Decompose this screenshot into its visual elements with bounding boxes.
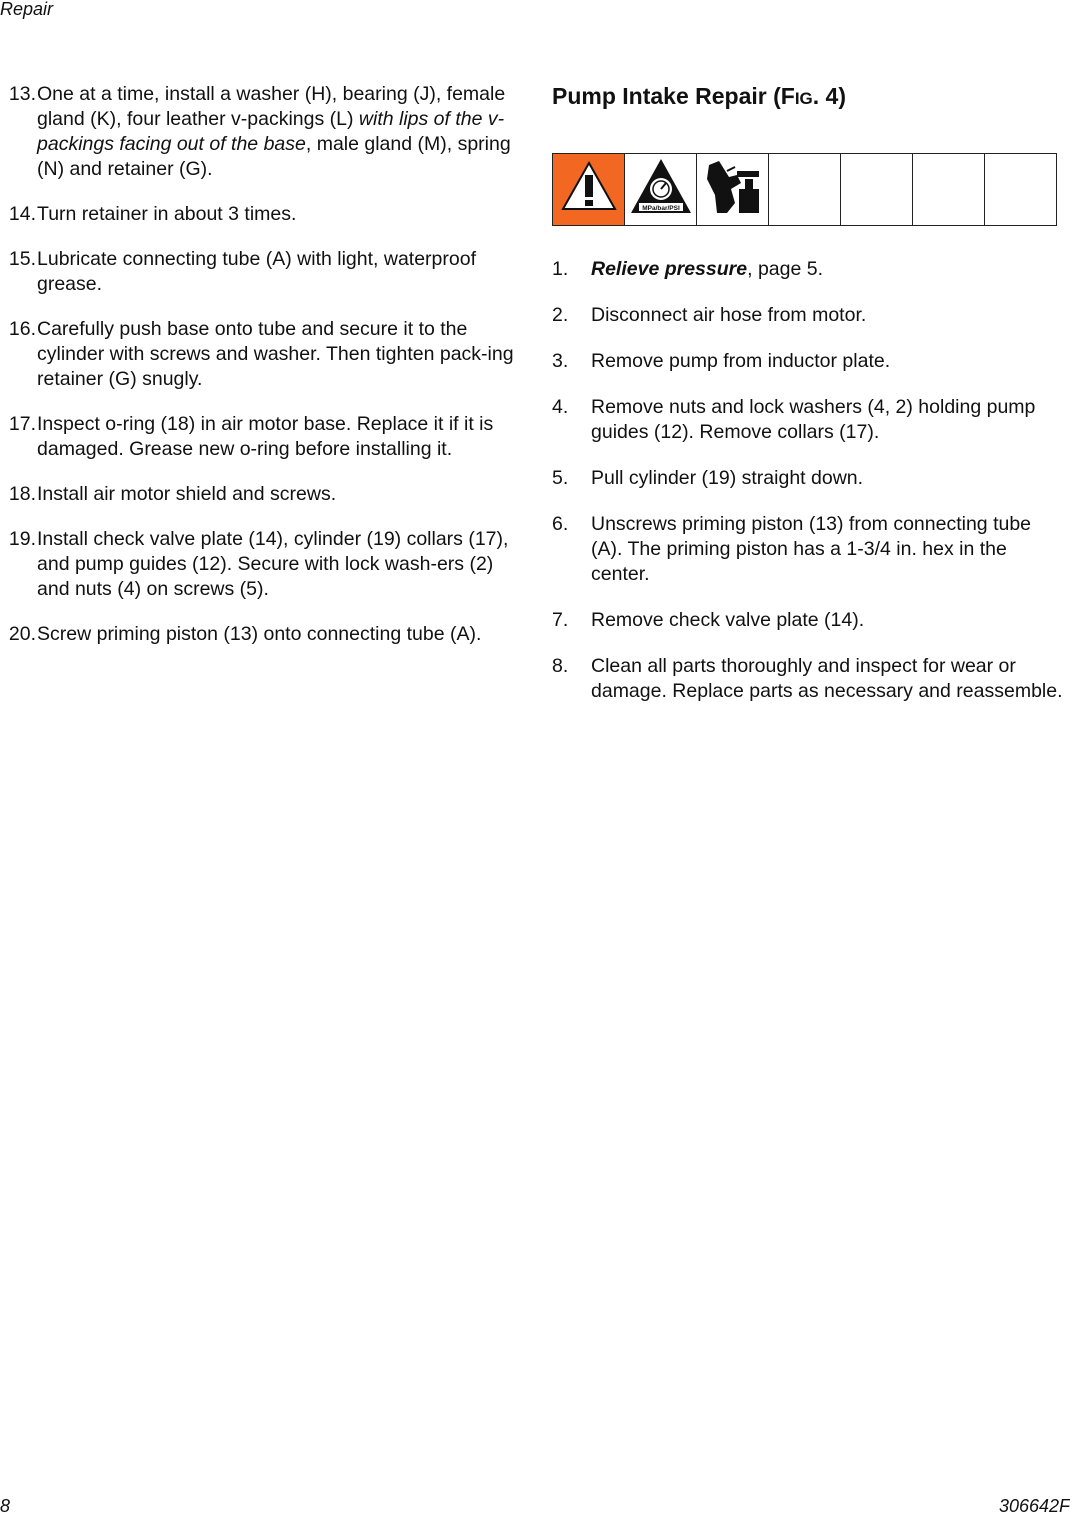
page-number: 8 (0, 1496, 11, 1516)
step-text (590, 303, 1067, 328)
emphasis-text: with lips of the v-packings facing out of the base (37, 108, 505, 155)
step-text (36, 527, 515, 602)
step-text (36, 82, 515, 182)
warning-symbol-cell (553, 154, 625, 226)
pressure-gauge-icon (629, 155, 693, 219)
step-number: 2. (552, 304, 569, 326)
step-text (36, 247, 515, 297)
emphasis-text: Relieve pressure (591, 258, 748, 280)
section-title: Pump Intake Repair (FIG. 4) (552, 83, 847, 109)
empty-symbol-cell (769, 154, 841, 226)
step-text (590, 466, 1067, 491)
step-text-part: Unscrews priming piston (13) from connecting tube (A). The priming piston has a 1-3/4 in. hex in the center. (591, 513, 1032, 585)
svg-text:MPa/bar/PSI: MPa/bar/PSI (641, 205, 680, 212)
list-item (552, 608, 1067, 633)
running-header: Repair (0, 0, 54, 19)
list-item (0, 482, 515, 507)
step-number: 6. (552, 513, 569, 535)
step-text (36, 202, 515, 227)
step-text-part: Inspect o-ring (18) in air motor base. Replace it if it is damaged. Grease new o-ring before installing it. (37, 413, 494, 460)
step-text-part: Disconnect air hose from motor. (591, 304, 867, 326)
step-number: 5. (552, 467, 569, 489)
empty-symbol-cell (913, 154, 985, 226)
step-text (36, 622, 515, 647)
step-number: 13. (8, 83, 36, 105)
hand-injury-symbol-cell (697, 154, 769, 226)
step-number: 17. (8, 413, 36, 435)
step-number: 3. (552, 350, 569, 372)
step-text-part: Install air motor shield and screws. (37, 483, 337, 505)
step-number: 4. (552, 396, 569, 418)
pressure-symbol-cell (625, 154, 697, 226)
step-number: 16. (8, 318, 36, 340)
step-text-part: Clean all parts thoroughly and inspect for wear or damage. Replace parts as necessary and reassemble. (591, 655, 1063, 702)
list-item (0, 247, 515, 297)
step-text-part: , page 5. (747, 258, 824, 280)
exclamation-warning-icon (559, 157, 619, 217)
step-number: 19. (8, 528, 36, 550)
list-item (552, 466, 1067, 491)
step-text-part: One at a time, install a washer (H), bearing (J), female gland (K), four leather v-packings (L) (37, 83, 506, 130)
hand-pinch-icon (701, 155, 765, 219)
step-text (590, 349, 1067, 374)
list-item (0, 622, 515, 647)
right-step-list (552, 257, 1067, 725)
step-text (590, 395, 1067, 445)
step-text (590, 608, 1067, 633)
empty-symbol-cell (985, 154, 1057, 226)
list-item (552, 512, 1067, 587)
section-heading (552, 82, 1067, 113)
list-item (552, 349, 1067, 374)
step-text-part: Lubricate connecting tube (A) with light, waterproof grease. (37, 248, 476, 295)
step-text-part: Install check valve plate (14), cylinder (19) collars (17), and pump guides (12). Secure with lock wash-ers (2) and nuts (4) on screws (5). (37, 528, 509, 600)
step-text (36, 317, 515, 392)
step-text-part: Screw priming piston (13) onto connecting tube (A). (37, 623, 482, 645)
step-text (590, 512, 1067, 587)
step-text (36, 412, 515, 462)
list-item (0, 202, 515, 227)
list-item (552, 395, 1067, 445)
step-text-part: Remove pump from inductor plate. (591, 350, 891, 372)
left-step-list (0, 82, 515, 667)
step-number: 1. (552, 258, 569, 280)
step-number: 7. (552, 609, 569, 631)
step-number: 18. (8, 483, 36, 505)
step-text-part: Remove nuts and lock washers (4, 2) holding pump guides (12). Remove collars (17). (591, 396, 1036, 443)
step-number: 15. (8, 248, 36, 270)
step-text-part: Remove check valve plate (14). (591, 609, 865, 631)
list-item (552, 303, 1067, 328)
step-number: 20. (8, 623, 36, 645)
list-item (0, 412, 515, 462)
step-text (36, 482, 515, 507)
step-number: 14. (8, 203, 36, 225)
step-text (590, 257, 1067, 282)
step-text-part: Turn retainer in about 3 times. (37, 203, 297, 225)
step-number: 8. (552, 655, 569, 677)
warning-symbols-table (552, 153, 1057, 226)
step-text-part: Carefully push base onto tube and secure it to the cylinder with screws and washer. Then tighten pack-ing retainer (G) snugly. (37, 318, 514, 390)
list-item (0, 82, 515, 182)
list-item (0, 527, 515, 602)
step-text (590, 654, 1067, 704)
document-number: 306642F (998, 1496, 1070, 1516)
list-item (0, 317, 515, 392)
step-text-part: , male gland (M), spring (N) and retainer (G). (37, 133, 511, 180)
empty-symbol-cell (841, 154, 913, 226)
list-item (552, 654, 1067, 704)
step-text-part: Pull cylinder (19) straight down. (591, 467, 864, 489)
list-item (552, 257, 1067, 282)
